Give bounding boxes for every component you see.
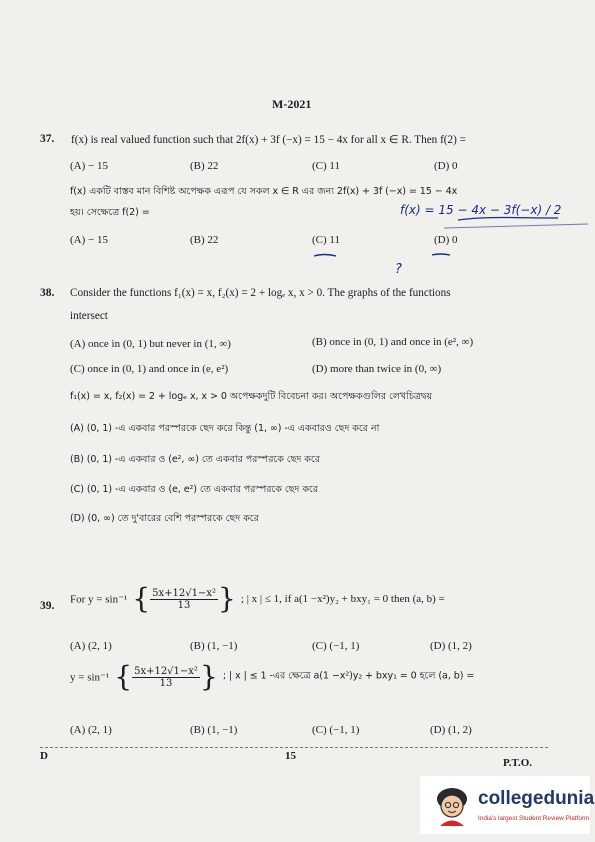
q39-en-suffix: ; | x | ≤ 1, if a(1 −x²)y₂ + bxy₁ = 0 then (a, b) = <box>240 593 445 605</box>
q37-bn-option-a: (A) − 15 <box>70 234 108 246</box>
pto-label: P.T.O. <box>503 757 533 769</box>
q37-en-option-d: (D) 0 <box>434 160 458 172</box>
paper-code: M-2021 <box>272 97 312 111</box>
q39-en-prefix: For y = sin⁻¹ <box>70 593 128 606</box>
fraction-numerator: 5x+12√1−x² <box>134 665 198 677</box>
handwriting-strokes <box>398 198 593 248</box>
q39-number: 39. <box>40 600 55 612</box>
q39-bn-option-c: (C) (−1, 1) <box>312 724 360 736</box>
q38-en-option-b: (B) once in (0, 1) and once in (e², ∞) <box>312 336 474 348</box>
q37-en-option-a: (A) − 15 <box>70 160 108 172</box>
footer-booklet-code: D <box>40 750 48 762</box>
right-brace: } <box>217 582 236 615</box>
fraction-denominator: 13 <box>159 677 173 689</box>
q39-en-option-d: (D) (1, 2) <box>430 640 472 652</box>
mascot-logo-icon <box>430 782 474 828</box>
q37-text-en: f(x) is real valued function such that 2f(x) + 3f (−x) = 15 − 4x for all x ∈ R. Then f(2) = <box>71 134 466 146</box>
q39-en-option-b: (B) (1, −1) <box>190 640 238 652</box>
footer-divider <box>40 747 548 748</box>
q38-en-option-c: (C) once in (0, 1) and once in (e, e²) <box>70 363 229 375</box>
fraction-denominator: 13 <box>177 599 191 611</box>
q37-text-bn-line1: f(x) একটি বাস্তব মান বিশিষ্ট অপেক্ষক এরূপ যে সকল x ∈ R এর জন্য 2f(x) + 3f (−x) = 15 − 4x <box>70 186 458 197</box>
q38-en-option-a: (A) once in (0, 1) but never in (1, ∞) <box>70 338 231 350</box>
q38-bn-option-b: (B) (0, 1) -এ একবার ও (e², ∞) তে একবার পরস্পরকে ছেদ করে <box>70 454 320 465</box>
handwritten-note: f(x) = 15 − 4x − 3f(−x) / 2 <box>400 203 562 217</box>
left-brace: { <box>114 660 133 693</box>
brand-tagline: India's largest Student Review Platform <box>478 815 590 822</box>
q39-formula-bn <box>70 660 475 693</box>
q37-number: 37. <box>40 133 55 145</box>
q39-en-option-a: (A) (2, 1) <box>70 640 112 652</box>
q37-bn-option-d: (D) 0 <box>434 234 458 246</box>
q37-text-bn-line2: হয়। সেক্ষেত্রে f(2) = <box>70 207 150 218</box>
q38-text-en-line1: Consider the functions f₁(x) = x, f₂(x) = 2 + logₑ x, x > 0. The graphs of the functions <box>70 287 451 299</box>
handwritten-question-mark: ? <box>395 262 402 277</box>
q38-number: 38. <box>40 287 55 299</box>
q38-bn-option-c: (C) (0, 1) -এ একবার ও (e, e²) তে একবার পরস্পরকে ছেদ করে <box>70 484 318 495</box>
q39-bn-prefix: y = sin⁻¹ <box>70 671 110 684</box>
fraction-numerator: 5x+12√1−x² <box>152 587 216 599</box>
q38-bn-option-d: (D) (0, ∞) তে দু'বারের বেশি পরস্পরকে ছেদ করে <box>70 513 259 524</box>
q38-bn-option-a: (A) (0, 1) -এ একবার পরস্পরকে ছেদ করে কিন্তু (1, ∞) -এ একবারও ছেদ করে না <box>70 423 380 434</box>
q38-text-bn: f₁(x) = x, f₂(x) = 2 + logₑ x, x > 0 অপেক্ষকদুটি বিবেচনা কর। অপেক্ষকগুলির লেখচিত্রদ্বয় <box>70 391 433 402</box>
collegedunia-watermark <box>420 776 595 834</box>
q39-bn-option-d: (D) (1, 2) <box>430 724 472 736</box>
q39-bn-option-b: (B) (1, −1) <box>190 724 238 736</box>
q39-fraction-bn <box>132 666 200 689</box>
q38-en-option-d: (D) more than twice in (0, ∞) <box>312 363 442 375</box>
q39-en-option-c: (C) (−1, 1) <box>312 640 360 652</box>
q37-en-option-c: (C) 11 <box>312 160 341 172</box>
q37-bn-option-b: (B) 22 <box>190 234 219 246</box>
q37-en-option-b: (B) 22 <box>190 160 219 172</box>
q37-bn-option-c: (C) 11 <box>312 234 341 246</box>
brand-name: collegedunia <box>478 788 595 809</box>
q39-formula-en <box>70 582 445 615</box>
q38-text-en-line2: intersect <box>70 310 108 322</box>
q39-fraction-en <box>150 588 218 611</box>
left-brace: { <box>132 582 151 615</box>
q39-bn-option-a: (A) (2, 1) <box>70 724 112 736</box>
page-number: 15 <box>285 750 296 762</box>
handwritten-underlines <box>300 248 460 278</box>
right-brace: } <box>199 660 218 693</box>
q39-bn-suffix: ; | x | ≤ 1 -এর ক্ষেত্রে a(1 −x²)y₂ + bxy₁ = 0 হলে (a, b) = <box>222 670 475 682</box>
